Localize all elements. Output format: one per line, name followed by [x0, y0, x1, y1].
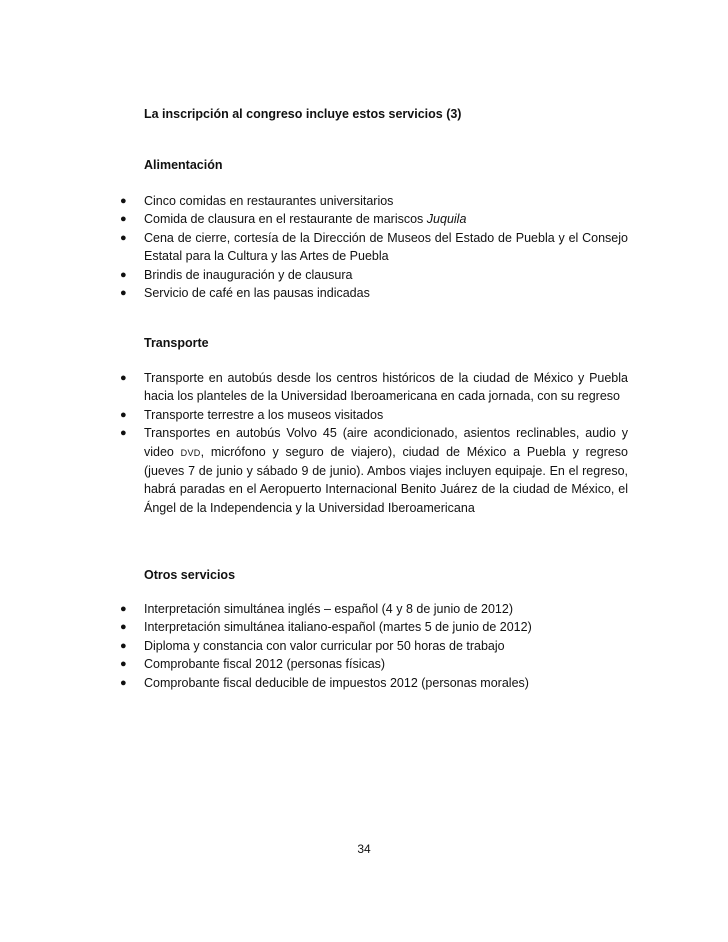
bullet-icon: ●	[120, 427, 127, 440]
list-item-text: Interpretación simultánea inglés – español (4 y 8 de junio de 2012)	[144, 602, 513, 616]
list-item-text-part2: , micrófono y seguro de viajero), ciudad de México a Puebla y regreso (jueves 7 de junio y sábado 9 de junio). Ambos viajes incluyen equipaje. En el regreso, habrá paradas en el Aeropuerto Internacional Benito Juárez de la ciudad de México, el Ángel de la Independencia y la Universidad Iberoamericana	[144, 444, 629, 515]
bullet-icon: ●	[120, 213, 127, 226]
document-title: La inscripción al congreso incluye estos servicios (3)	[144, 107, 462, 121]
list-item	[120, 210, 628, 228]
list-item	[120, 284, 628, 302]
list-item-text-main: Comida de clausura en el restaurante de mariscos	[144, 212, 427, 227]
bullet-icon: ●	[120, 639, 127, 652]
list-alimentacion	[120, 192, 628, 302]
page-number: 34	[357, 842, 371, 856]
list-otros	[120, 600, 628, 692]
list-item-text: Diploma y constancia con valor curricular por 50 horas de trabajo	[144, 638, 505, 653]
bullet-icon: ●	[120, 195, 127, 207]
list-item-text: Comprobante fiscal 2012 (personas físicas)	[144, 657, 386, 672]
list-item-text: Transporte terrestre a los museos visitados	[144, 407, 384, 422]
list-transporte	[120, 369, 628, 517]
list-item-text: Cinco comidas en restaurantes universitarios	[144, 194, 394, 208]
list-item	[120, 424, 628, 517]
bullet-icon: ●	[120, 408, 127, 421]
restaurant-name: Juquila	[426, 212, 467, 227]
list-item	[120, 229, 628, 266]
bullet-icon: ●	[120, 621, 127, 634]
list-item-text: Transporte en autobús desde los centros históricos de la ciudad de México y Puebla hacia los planteles de la Universidad Iberoamericana en cada jornada, con su regreso	[144, 371, 628, 404]
list-item	[120, 618, 628, 636]
bullet-icon: ●	[120, 287, 127, 300]
list-item-text: Comprobante fiscal deducible de impuestos 2012 (personas morales)	[144, 675, 529, 690]
list-item-text: Servicio de café en las pausas indicadas	[144, 286, 370, 301]
list-item	[120, 266, 628, 284]
list-item	[120, 655, 628, 673]
list-item	[120, 192, 628, 210]
bullet-icon: ●	[120, 658, 127, 671]
list-item	[120, 600, 628, 618]
bullet-icon: ●	[120, 372, 127, 384]
list-item-text: Brindis de inauguración y de clausura	[144, 267, 353, 282]
list-item	[120, 674, 628, 692]
section-heading-transporte: Transporte	[144, 336, 209, 350]
list-item-text	[144, 424, 628, 517]
list-item-text	[144, 210, 628, 228]
list-item	[120, 369, 628, 406]
list-item	[120, 406, 628, 424]
section-heading-otros: Otros servicios	[144, 568, 236, 582]
list-item	[120, 637, 628, 655]
dvd-abbreviation: DVD	[180, 447, 201, 458]
bullet-icon: ●	[120, 268, 127, 281]
list-item-text-part1: Transportes en autobús Volvo 45 (aire acondicionado, asientos reclinables, audio y video	[144, 426, 628, 459]
section-heading-alimentacion: Alimentación	[144, 158, 223, 172]
bullet-icon: ●	[120, 231, 127, 244]
bullet-icon: ●	[120, 603, 127, 615]
list-item-text: Interpretación simultánea italiano-español (martes 5 de junio de 2012)	[144, 620, 532, 635]
list-item-text: Cena de cierre, cortesía de la Dirección de Museos del Estado de Puebla y el Consejo Estatal para la Cultura y las Artes de Puebla	[144, 230, 628, 264]
bullet-icon: ●	[120, 676, 127, 689]
